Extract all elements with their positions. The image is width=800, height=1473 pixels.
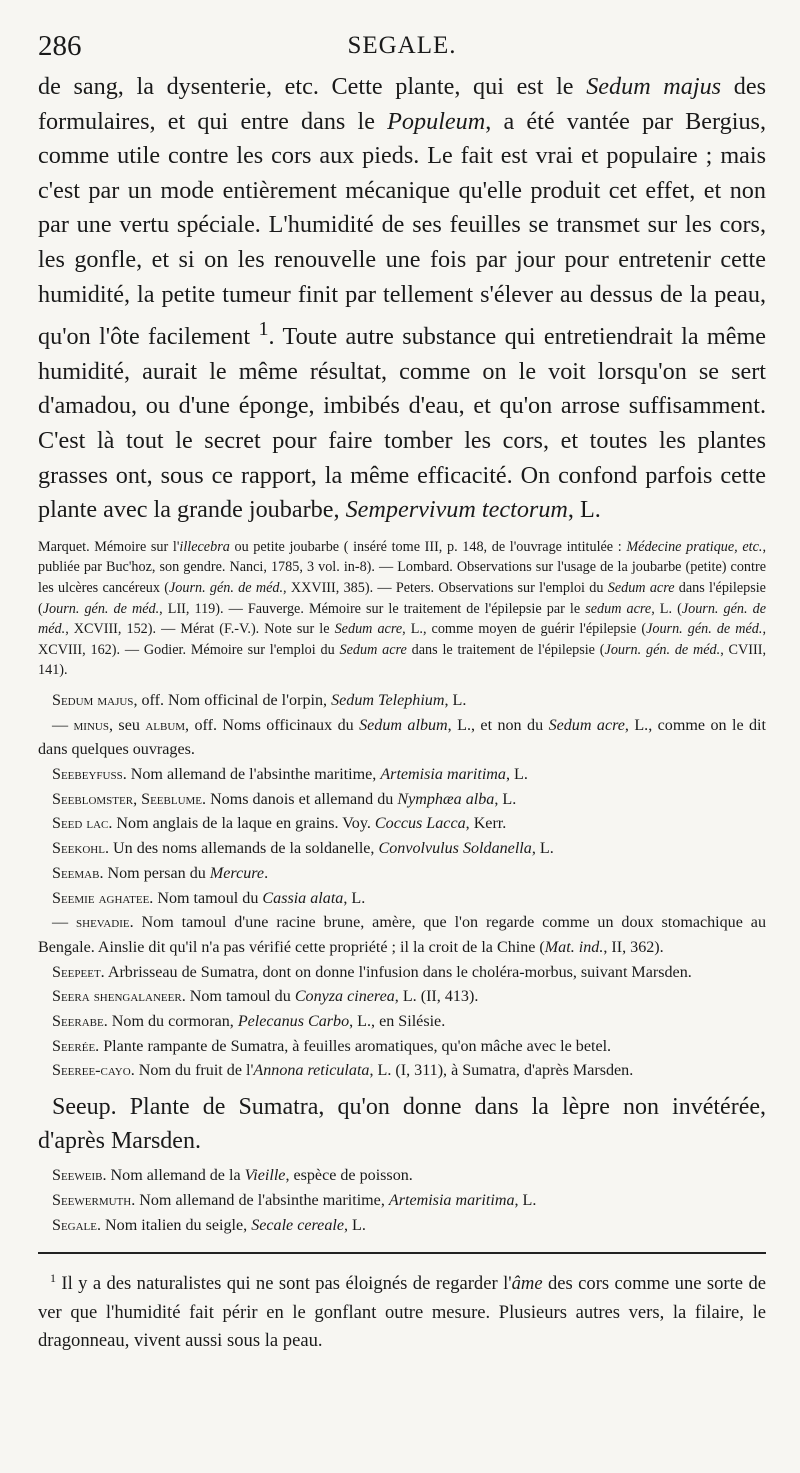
italic-text: Journ. gén. de méd. [168,579,284,596]
dictionary-entry [38,1059,766,1084]
text-run: ou petite joubarbe ( inséré tome III, p. 148, de l'ouvrage intitulée : [229,538,627,555]
italic-text: Mercure [209,864,265,882]
dictionary-entry [38,911,766,960]
entry-seeup [38,1090,766,1158]
dictionary-entry [38,887,766,912]
text-run: , L., comme on le dit dans quelques ouvrages. [38,716,767,759]
headword: Seeblomster [52,790,134,808]
running-title: SEGALE. [347,32,457,59]
italic-text: Vieille [244,1167,286,1185]
text-run: . Plante rampante de Sumatra, à feuilles aromatiques, qu'on mâche avec le betel. [95,1037,612,1055]
entries-group-1 [38,689,766,1084]
text-run: . Nom du cormoran, [103,1013,238,1031]
headword: shevadie [76,914,130,932]
text-run: , L. [514,1191,537,1209]
text-run: , L. [567,496,601,524]
text-run: . Nom allemand de la [102,1167,245,1185]
text-run: , XCVIII, 152). — Mérat (F.-V.). Note sur le [65,621,335,638]
italic-text: Cassia alata [262,889,344,907]
text-run: , XCVIII, 162). — Godier. Mémoire sur l'emploi du [38,621,766,658]
text-run: . Noms danois et allemand du [202,790,398,808]
text-run: , L. [531,840,554,858]
text-run: . Nom tamoul d'une racine brune, amère, que l'on regarde comme un doux stomachique au Bengale. Ainslie dit qu'il n'a pas vérifié cette propriété ; il la croit de la Chine ( [38,914,766,956]
page-number: 286 [38,30,82,62]
text-run: . Nom italien du seigle, [97,1216,252,1234]
dictionary-entry [38,1035,766,1060]
main-text [38,70,766,528]
headword: Seed lac [52,815,109,833]
text-run: , Kerr. [465,815,507,833]
page-header [38,30,766,70]
dictionary-entry [38,1214,766,1239]
footnote-block [38,1264,766,1356]
italic-text: Journ. gén. de méd. [646,621,763,638]
text-run: , II, 362). [603,938,664,956]
headword: minus [73,716,109,734]
text-run: Il y a des naturalistes qui ne sont pas éloignés de regarder l' [56,1273,512,1295]
italic-text: Coccus Lacca [374,815,466,833]
text-run: . Plante de Sumatra, qu'on donne dans la lèpre non invétérée, d'après Marsden. [38,1094,766,1155]
text-run: . Nom anglais de la laque en grains. Voy. [108,815,375,833]
text-run: de sang, la dysenterie, etc. Cette plante, qui est le [38,73,587,100]
dictionary-entry [38,1189,766,1214]
text-run: , L. [494,790,517,808]
text-run: . Nom tamoul du [149,889,263,907]
italic-text: Journ. gén. de méd. [604,641,721,658]
text-run: , off. Noms officinaux du [185,716,360,734]
text-run: , L. [444,691,467,709]
italic-text: Pelecanus Carbo [237,1013,350,1031]
headword: album [145,716,186,734]
headword: Seeblume [141,790,203,808]
text-run: , L., en Silésie. [349,1013,446,1031]
text-run: . Nom allemand de l'absinthe maritime, [131,1191,389,1209]
text-run: . Nom du fruit de l' [130,1062,254,1080]
text-run: , seu [108,716,146,734]
text-run: , LII, 119). — Fauverge. Mémoire sur le traitement de l'épilepsie par le [159,600,586,617]
italic-text: Conyza cinerea [294,988,395,1006]
italic-text: Sedum acre [334,621,403,638]
italic-text: Sempervivum tectorum [345,496,568,524]
entries-group-2 [38,1164,766,1238]
headword: Seerée [52,1037,96,1055]
text-run: , L. [505,766,528,784]
italic-text: âme [511,1273,543,1295]
text-run: , publiée par Buc'hoz, son gendre. Nanci, 1785, 3 vol. in-8). — Lombard. Observations sur l'usage de la joubarbe (petite) contre les ulcères cancéreux ( [38,538,767,596]
headword: Seeup [52,1094,111,1121]
italic-text: Populeum [387,107,486,135]
text-run: dans l'épilepsie ( [38,579,766,617]
text-run: . [264,864,269,882]
text-run: . Nom tamoul du [181,988,295,1006]
dictionary-entry [38,812,766,837]
italic-text: Sedum acre [548,716,625,734]
dictionary-entry [38,788,766,813]
headword: Seepeet [52,963,101,981]
text-run: . Toute autre substance qui entretiendrait la même humidité, aurait le même résultat, comme on le voit lorsqu'on se sert d'amadou, ou d'une éponge, imbibés d'eau, et qu'on arrose suffisamment. C'est là tout le secret pour faire tomber les cors, et toutes les plantes grasses ont, sous ce rapport, la même efficacité. On confond parfois cette plante avec la grande joubarbe, [38,323,766,524]
text-run: , L. (I, 311), à Sumatra, d'après Marsden. [369,1062,634,1080]
text-run: , CVIII, 141). [38,641,766,679]
headword: Seewermuth [52,1191,132,1209]
text-run: , L., et non du [447,716,549,734]
dictionary-entry [38,763,766,788]
italic-text: Médecine pratique, etc. [626,538,763,555]
footnote-marker: 1 [258,318,269,341]
text-run: . Un des noms allemands de la soldanelle, [104,840,379,858]
headword: Seeweib [52,1167,103,1185]
italic-text: Mat. ind. [544,938,604,956]
headword: Seemie aghatee [52,889,150,907]
headword: Seemab [52,864,100,882]
italic-text: Secale cereale [251,1216,344,1234]
text-run: , [133,790,142,808]
italic-text: Annona reticulata [253,1062,370,1080]
text-run: — [52,914,77,932]
italic-text: Nymphæa alba [397,790,495,808]
bibliography-block [38,537,766,681]
text-run: . Nom allemand de l'absinthe maritime, [122,766,381,784]
text-run: , L. [343,889,366,907]
italic-text: Convolvulus Soldanella [378,840,532,858]
footnote-rule [38,1252,766,1254]
italic-text: Sedum acre [607,579,675,596]
headword: Sedum majus [52,691,134,709]
bibliography-paragraph [38,537,766,681]
text-run: des cors comme une sorte de ver que l'humidité fait périr en le gonflant outre mesure. Plusieurs autres vers, la filaire, le dragonneau, vivent aussi sous la peau. [38,1273,766,1352]
dictionary-entry [38,961,766,986]
headword: Seekohl [52,840,105,858]
italic-text: Sedum album [359,716,448,734]
text-run: Marquet. Mémoire sur l' [38,538,180,555]
headword: Seebeyfuss [52,766,123,784]
entry-list [38,689,766,1238]
dictionary-entry [38,985,766,1010]
dictionary-entry [38,689,766,714]
italic-text: Journ. gén. de méd. [38,600,766,638]
italic-text: Artemisia maritima [380,766,506,784]
italic-text: Artemisia maritima [388,1191,515,1209]
text-run: , L. ( [651,600,682,617]
footnote-text [38,1264,766,1356]
text-run: . Nom persan du [99,864,210,882]
text-run: des formulaires, et qui entre dans le [38,73,766,135]
headword: Seeree-cayo [52,1062,131,1080]
text-run: — [52,716,74,734]
main-paragraph [38,70,766,528]
dictionary-entry [38,837,766,862]
italic-text: Sedum majus [586,73,722,100]
dictionary-entry [38,862,766,887]
headword: Seera shengalaneer [52,988,182,1006]
text-run: , L., comme moyen de guérir l'épilepsie ( [402,621,647,638]
italic-text: Sedum Telephium [331,691,445,709]
text-run: , XXVIII, 385). — Peters. Observations sur l'emploi du [283,579,608,596]
footnote-marker: 1 [50,1271,56,1286]
italic-text: illecebra [179,538,230,555]
headword: Segale [52,1216,97,1234]
dictionary-entry [38,714,766,763]
italic-text: sedum acre [585,600,652,617]
italic-text: Journ. gén. de méd. [42,600,160,617]
italic-text: Sedum acre [339,641,407,658]
dictionary-entry [38,1010,766,1035]
text-run: , off. Nom officinal de l'orpin, [133,691,332,709]
text-run: , L. (II, 413). [394,988,479,1006]
text-run: . Arbrisseau de Sumatra, dont on donne l'infusion dans le choléra-morbus, suivant Marsden. [100,963,692,981]
text-run: , L. [343,1216,366,1234]
text-run: , a été vantée par Bergius, comme utile contre les cors aux pieds. Le fait est vrai et populaire ; mais c'est par un mode entièrement mécanique qu'elle produit cet effet, et non par une vertu spéciale. L'humidité de ses feuilles se transmet sur les cors, les gonfle, et si on les renouvelle une fois par jour pour entretenir cette humidité, la petite tumeur finit par tellement s'élever au dessus de la peau, qu'on l'ôte facilement [38,107,766,351]
dictionary-entry [38,1164,766,1189]
text-run: dans le traitement de l'épilepsie ( [406,641,605,658]
text-run: , espèce de poisson. [285,1167,413,1185]
headword: Seerabe [52,1013,104,1031]
